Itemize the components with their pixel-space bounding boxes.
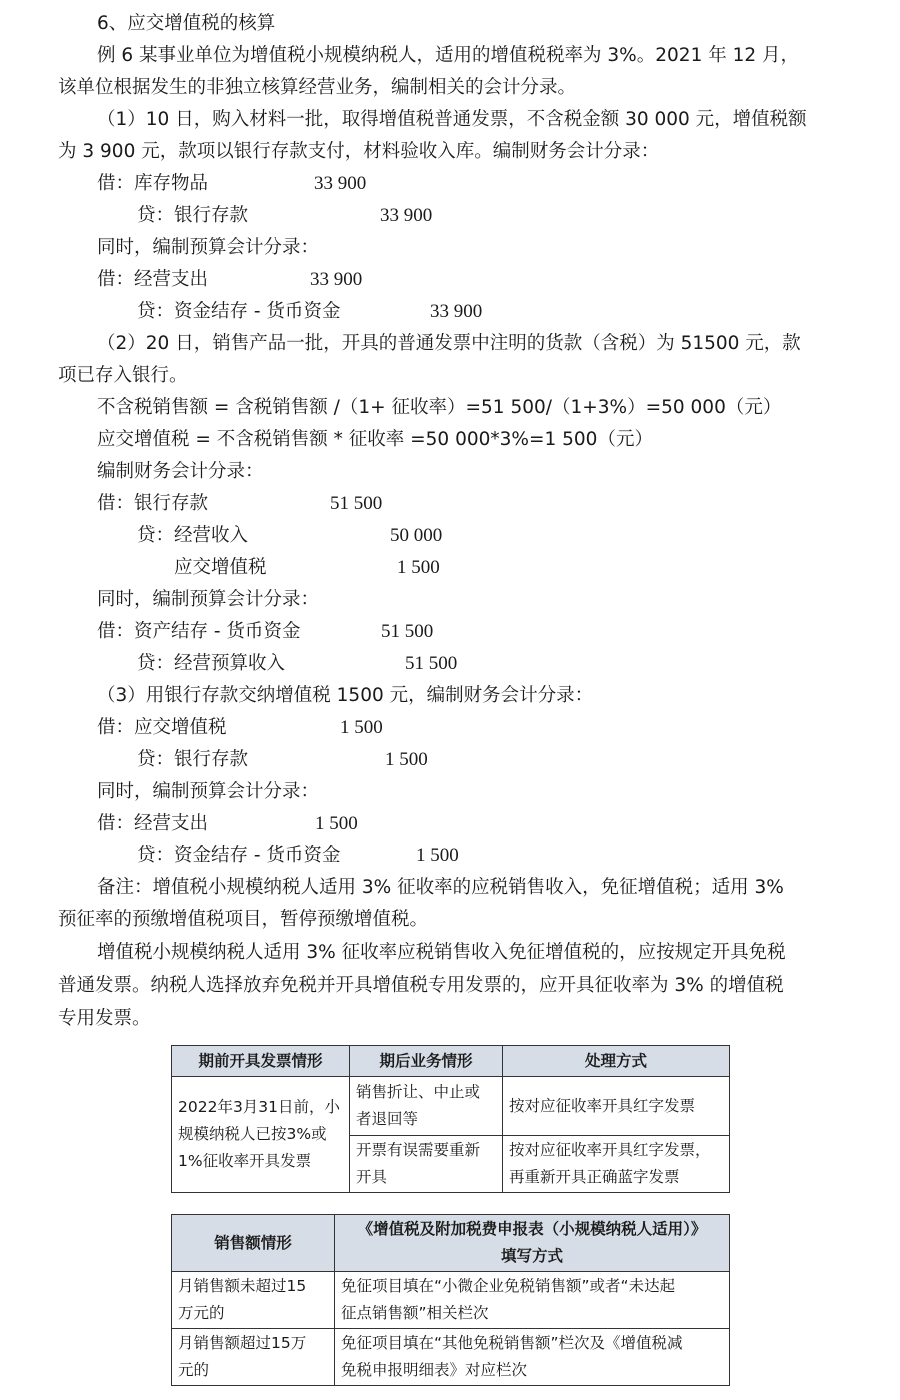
item3-line-1: （3）用银行存款交纳增值税 1500 元，编制财务会计分录：: [97, 685, 594, 706]
table-cell: [350, 1077, 503, 1136]
entry-label: 贷：银行存款: [137, 749, 249, 770]
declaration-table: [171, 1214, 730, 1386]
item1-line-1: （1）10 日，购入材料一批，取得增值税普通发票，不含税金额 30 000 元，增值税额: [97, 109, 807, 130]
cell-line: 免征项目填在“小微企业免税销售额”或者“未达起: [341, 1277, 676, 1295]
table-header: 处理方式: [503, 1046, 730, 1077]
para-line-2: 普通发票。纳税人选择放弃免税并开具增值税专用发票的，应开具征收率为 3% 的增值税: [58, 975, 784, 996]
entry-label: 贷：资金结存 - 货币资金: [137, 301, 341, 322]
item2-line-2: 项已存入银行。: [58, 365, 188, 386]
example-line-1: 例 6 某事业单位为增值税小规模纳税人，适用的增值税税率为 3%。2021 年 12 月，: [97, 45, 800, 66]
cell-line: 者退回等: [356, 1110, 419, 1128]
table-header: 销售额情形: [172, 1215, 335, 1272]
entry-label: 贷：经营收入: [137, 525, 249, 546]
entry-label: 贷：资金结存 - 货币资金: [137, 845, 341, 866]
entry-amount: 51 500: [330, 493, 383, 514]
entry-amount: 1 500: [315, 813, 358, 834]
budget-intro: 同时，编制预算会计分录：: [97, 781, 320, 802]
entry-label: 借：库存物品: [97, 173, 209, 194]
cell-line: 万元的: [178, 1304, 225, 1322]
budget-intro: 同时，编制预算会计分录：: [97, 589, 320, 610]
table-header: 期前开具发票情形: [172, 1046, 350, 1077]
table-header: [335, 1215, 730, 1272]
table-cell: [172, 1272, 335, 1329]
entry-amount: 1 500: [385, 749, 428, 770]
cell-line: 月销售额未超过15: [178, 1277, 307, 1295]
cell-line: 征点销售额”相关栏次: [341, 1304, 489, 1322]
table-cell: [335, 1272, 730, 1329]
entry-amount: 1 500: [397, 557, 440, 578]
item1-line-2: 为 3 900 元，款项以银行存款支付，材料验收入库。编制财务会计分录：: [58, 141, 660, 162]
entry-label: 贷：经营预算收入: [137, 653, 286, 674]
entry-amount: 51 500: [405, 653, 458, 674]
cell-line: 免征项目填在“其他免税销售额”栏次及《增值税减: [341, 1334, 683, 1352]
table-row: [172, 1329, 730, 1386]
header-line: 《增值税及附加税费申报表（小规模纳税人适用）》: [357, 1220, 707, 1238]
entry-label: 借：经营支出: [97, 813, 209, 834]
entry-label: 借：银行存款: [97, 493, 209, 514]
cell-line: 开具: [356, 1168, 388, 1186]
note-line-1: 备注：增值税小规模纳税人适用 3% 征收率的应税销售收入，免征增值税；适用 3%: [97, 877, 784, 898]
entry-amount: 50 000: [390, 525, 443, 546]
cell-line: 免税申报明细表》对应栏次: [341, 1361, 528, 1379]
para-line-1: 增值税小规模纳税人适用 3% 征收率应税销售收入免征增值税的，应按规定开具免税: [97, 942, 786, 963]
cell-line: 按对应征收率开具红字发票，: [509, 1141, 711, 1159]
cell-line: 月销售额超过15万: [178, 1334, 307, 1352]
entry-label: 应交增值税: [174, 557, 267, 578]
table-cell: [503, 1136, 730, 1193]
cell-line: 元的: [178, 1361, 210, 1379]
table-row: [172, 1077, 730, 1136]
entry-amount: 51 500: [381, 621, 434, 642]
cell-line: 规模纳税人已按3%或: [178, 1125, 327, 1143]
fin-intro: 编制财务会计分录：: [97, 461, 264, 482]
section-title: 6、应交增值税的核算: [97, 13, 276, 34]
table-cell: [503, 1077, 730, 1136]
cell-line: 开票有误需要重新: [356, 1141, 481, 1159]
para-line-3: 专用发票。: [58, 1008, 151, 1029]
entry-amount: 33 900: [310, 269, 363, 290]
table-cell: [172, 1077, 350, 1193]
invoice-table: [171, 1045, 730, 1193]
cell-line: 按对应征收率开具红字发票: [509, 1096, 696, 1115]
entry-label: 借：资产结存 - 货币资金: [97, 621, 301, 642]
entry-amount: 33 900: [380, 205, 433, 226]
example-line-2: 该单位根据发生的非独立核算经营业务，编制相关的会计分录。: [58, 77, 577, 98]
note-line-2: 预征率的预缴增值税项目，暂停预缴增值税。: [58, 909, 429, 930]
cell-line: 1%征收率开具发票: [178, 1152, 312, 1170]
table-row: [172, 1272, 730, 1329]
cell-line: 销售折让、中止或: [356, 1083, 481, 1101]
entry-amount: 33 900: [430, 301, 483, 322]
entry-label: 借：应交增值税: [97, 717, 227, 738]
table-cell: [172, 1329, 335, 1386]
entry-amount: 1 500: [340, 717, 383, 738]
entry-label: 贷：银行存款: [137, 205, 249, 226]
item2-line-1: （2）20 日，销售产品一批，开具的普通发票中注明的货款（含税）为 51500 元，款: [97, 333, 801, 354]
formula-1: 不含税销售额 = 含税销售额 /（1+ 征收率）=51 500/（1+3%）=50 000（元）: [97, 397, 782, 418]
entry-label: 借：经营支出: [97, 269, 209, 290]
cell-line: 2022年3月31日前，小: [178, 1098, 341, 1116]
entry-amount: 33 900: [314, 173, 367, 194]
table-cell: [335, 1329, 730, 1386]
formula-2: 应交增值税 = 不含税销售额 * 征收率 =50 000*3%=1 500（元）: [97, 429, 653, 450]
cell-line: 再重新开具正确蓝字发票: [509, 1168, 680, 1186]
budget-intro: 同时，编制预算会计分录：: [97, 237, 320, 258]
entry-amount: 1 500: [416, 845, 459, 866]
table-header: 期后业务情形: [350, 1046, 503, 1077]
header-line: 填写方式: [500, 1247, 563, 1265]
table-cell: [350, 1136, 503, 1193]
